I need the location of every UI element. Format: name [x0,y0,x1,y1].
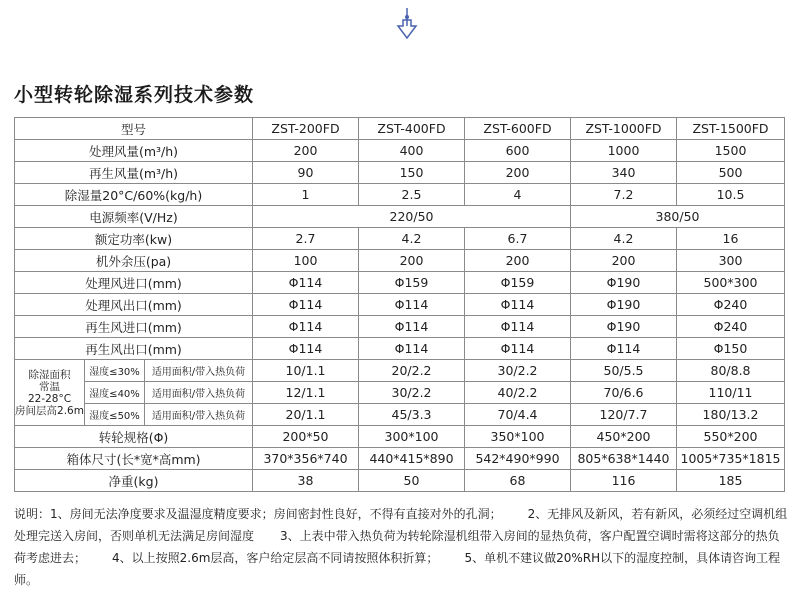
table-cell: 7.2 [571,184,677,206]
note-item: 2、无排风及新风，若有新风，必须经过空调机组处理完送入房间，否则单机无法满足房间湿度 [14,507,788,543]
power-row [15,206,785,228]
row-label: 转轮规格(Φ) [15,426,253,448]
row-label: 电源频率(V/Hz) [15,206,253,228]
area-row [15,382,785,404]
table-cell: 20/2.2 [359,360,465,382]
table-cell: 30/2.2 [359,382,465,404]
table-cell: 200 [465,162,571,184]
table-cell: 50 [359,470,465,492]
table-row [15,448,785,470]
table-cell: 185 [677,470,785,492]
table-cell: 4.2 [359,228,465,250]
table-cell: 68 [465,470,571,492]
row-label: 净重(kg) [15,470,253,492]
power-single-phase: 220/50 [253,206,571,228]
table-cell: Φ114 [359,338,465,360]
table-cell: Φ114 [359,294,465,316]
table-cell: 45/3.3 [359,404,465,426]
table-cell: 805*638*1440 [571,448,677,470]
table-cell: Φ240 [677,316,785,338]
spec-table [14,117,785,492]
table-cell: 120/7.7 [571,404,677,426]
table-cell: 10/1.1 [253,360,359,382]
table-cell: 200 [359,250,465,272]
row-label: 除湿量20°C/60%(kg/h) [15,184,253,206]
table-cell: Φ190 [571,294,677,316]
table-cell: 16 [677,228,785,250]
model-name: ZST-400FD [359,118,465,140]
table-cell: Φ114 [571,338,677,360]
table-row [15,338,785,360]
table-cell: 2.7 [253,228,359,250]
table-cell: 10.5 [677,184,785,206]
table-cell: 70/6.6 [571,382,677,404]
table-cell: 40/2.2 [465,382,571,404]
header-label: 型号 [15,118,253,140]
table-cell: Φ114 [465,338,571,360]
area-label: 除湿面积 常温 22-28°C 房间层高2.6m [15,360,85,426]
table-cell: 70/4.4 [465,404,571,426]
table-cell: Φ240 [677,294,785,316]
table-cell: Φ114 [465,294,571,316]
table-row [15,162,785,184]
humidity-range: 湿度≤40% [85,382,145,404]
row-label: 再生风出口(mm) [15,338,253,360]
table-cell: 350*100 [465,426,571,448]
model-name: ZST-200FD [253,118,359,140]
table-cell: 600 [465,140,571,162]
table-cell: Φ114 [253,272,359,294]
table-cell: 370*356*740 [253,448,359,470]
table-cell: 400 [359,140,465,162]
humidity-range: 湿度≤30% [85,360,145,382]
table-cell: 450*200 [571,426,677,448]
table-row [15,426,785,448]
table-cell: 2.5 [359,184,465,206]
model-name: ZST-1000FD [571,118,677,140]
table-row [15,228,785,250]
page-title: 小型转轮除湿系列技术参数 [14,84,255,106]
table-cell: Φ114 [253,316,359,338]
note-item: 5、单机不建议做20%RH以下的湿度控制，具体请咨询工程师。 [14,551,781,587]
row-label: 处理风出口(mm) [15,294,253,316]
table-row [15,316,785,338]
row-label: 额定功率(kw) [15,228,253,250]
table-cell: 1500 [677,140,785,162]
note-item: 说明：1、房间无法净度要求及温湿度精度要求；房间密封性良好，不得有直接对外的孔洞； [14,507,502,521]
table-row [15,140,785,162]
table-cell: Φ114 [253,294,359,316]
table-row [15,272,785,294]
table-cell: 550*200 [677,426,785,448]
table-cell: Φ114 [359,316,465,338]
table-cell: 200 [253,140,359,162]
note-item: 4、以上按照2.6m层高，客户给定层高不同请按照体积折算； [112,551,439,565]
table-cell: Φ114 [253,338,359,360]
table-row [15,250,785,272]
table-cell: 4.2 [571,228,677,250]
row-label: 处理风量(m³/h) [15,140,253,162]
model-name: ZST-1500FD [677,118,785,140]
area-row [15,404,785,426]
row-label: 机外余压(pa) [15,250,253,272]
area-sub-label: 适用面积/带入热负荷 [145,404,253,426]
table-cell: 80/8.8 [677,360,785,382]
table-cell: 200 [571,250,677,272]
table-cell: 20/1.1 [253,404,359,426]
humidity-range: 湿度≤50% [85,404,145,426]
table-cell: Φ159 [465,272,571,294]
table-cell: 200*50 [253,426,359,448]
table-cell: Φ150 [677,338,785,360]
table-cell: 440*415*890 [359,448,465,470]
table-cell: 110/11 [677,382,785,404]
row-label: 再生风进口(mm) [15,316,253,338]
table-cell: 1000 [571,140,677,162]
table-cell: Φ114 [465,316,571,338]
table-cell: 116 [571,470,677,492]
table-cell: 500 [677,162,785,184]
table-header-row [15,118,785,140]
table-cell: 300*100 [359,426,465,448]
table-cell: 500*300 [677,272,785,294]
row-label: 处理风进口(mm) [15,272,253,294]
table-row [15,470,785,492]
table-cell: 340 [571,162,677,184]
table-cell: 4 [465,184,571,206]
notes-paragraph [14,503,790,591]
table-cell: Φ159 [359,272,465,294]
note-item: 3、上表中带入热负荷为转轮除湿机组带入房间的显热负荷，客户配置空调时需将这部分的热负荷考虑进去； [14,529,780,565]
table-cell: 200 [465,250,571,272]
table-cell: 150 [359,162,465,184]
table-cell: 300 [677,250,785,272]
power-three-phase: 380/50 [571,206,785,228]
table-row [15,184,785,206]
table-cell: Φ190 [571,272,677,294]
table-cell: 542*490*990 [465,448,571,470]
area-row [15,360,785,382]
table-cell: 12/1.1 [253,382,359,404]
table-cell: 38 [253,470,359,492]
down-arrow-icon [392,6,422,46]
table-row [15,294,785,316]
table-cell: 90 [253,162,359,184]
table-cell: Φ190 [571,316,677,338]
table-cell: 1 [253,184,359,206]
table-cell: 6.7 [465,228,571,250]
row-label: 箱体尺寸(长*宽*高mm) [15,448,253,470]
table-cell: 30/2.2 [465,360,571,382]
table-cell: 1005*735*1815 [677,448,785,470]
table-cell: 50/5.5 [571,360,677,382]
area-sub-label: 适用面积/带入热负荷 [145,360,253,382]
table-cell: 180/13.2 [677,404,785,426]
area-sub-label: 适用面积/带入热负荷 [145,382,253,404]
row-label: 再生风量(m³/h) [15,162,253,184]
model-name: ZST-600FD [465,118,571,140]
table-cell: 100 [253,250,359,272]
